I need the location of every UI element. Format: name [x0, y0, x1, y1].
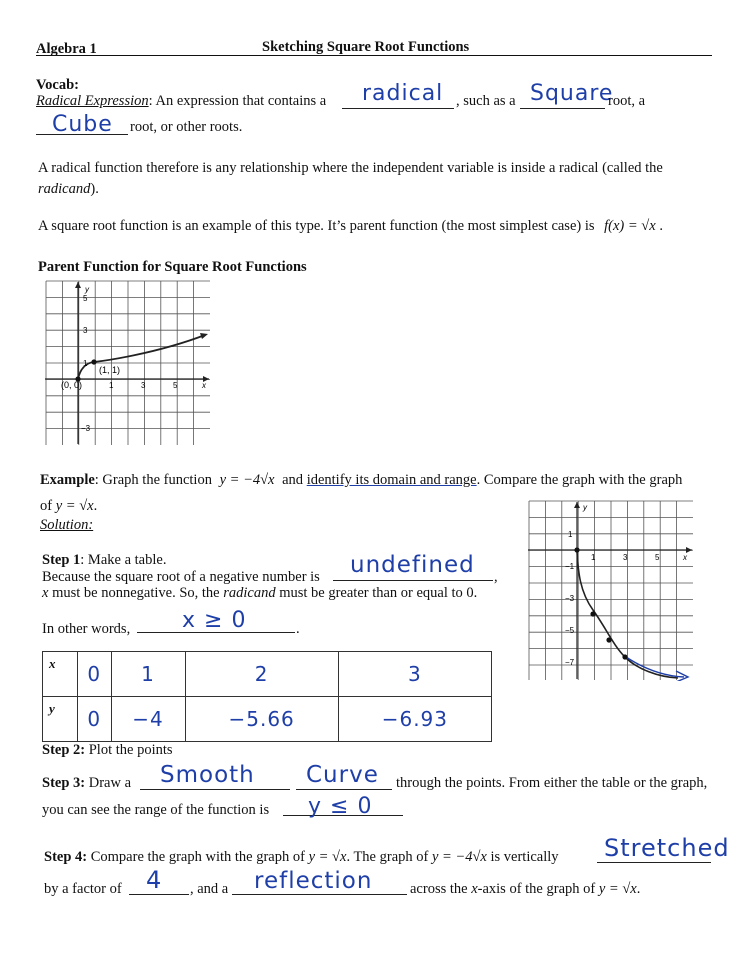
step1-line3-c: must be greater than or equal to 0. — [279, 585, 478, 601]
example-graph — [528, 500, 694, 681]
parent-curve — [78, 335, 205, 379]
step4-formula3: y = √x — [598, 881, 637, 897]
example-y-arrow-icon — [574, 502, 580, 508]
blank-undefined — [333, 580, 493, 581]
step4-label: Step 4: — [44, 849, 88, 865]
para1-line2 — [38, 180, 99, 198]
example-formula: y = −4√x — [219, 472, 275, 488]
answer-reflection: reflection — [254, 868, 373, 894]
example-xtick: 5 — [655, 553, 660, 562]
table-cell: −5.66 — [185, 697, 338, 742]
answer-smooth: Smooth — [160, 762, 255, 788]
answer-range: y ≤ 0 — [308, 794, 373, 819]
parent-x-label: x — [202, 381, 206, 390]
parent-function-graph — [45, 280, 211, 446]
example-ytick: 1 — [568, 530, 573, 539]
example-ytick: −1 — [565, 562, 575, 571]
para1-line1: A radical function therefore is any relationship where the independent variable is inside a radical (called the — [38, 160, 663, 176]
values-table — [42, 651, 492, 742]
parent-point-b-label: (1, 1) — [99, 365, 121, 375]
example-formula2: y = √x — [55, 498, 94, 514]
blank-curve — [296, 789, 392, 790]
example-line2 — [40, 497, 97, 515]
example-label: Example — [40, 472, 95, 488]
header-rule — [36, 55, 712, 56]
parent-xtick: 5 — [173, 381, 178, 390]
example-point — [622, 654, 627, 659]
example-ytick: −5 — [565, 626, 575, 635]
answer-radical: radical — [362, 81, 444, 106]
blank-stretched — [597, 862, 711, 863]
parent-point-one — [91, 359, 96, 364]
step3-text2: through the points. From either the table or the graph, — [396, 775, 708, 791]
step1-line2: Because the square root of a negative number is — [42, 569, 320, 585]
step3-text1: Draw a — [88, 775, 132, 791]
vocab-def-4: root, or other roots. — [130, 119, 243, 135]
example-line1 — [40, 471, 682, 489]
table-cell: −4 — [111, 697, 185, 742]
step4-formula2: y = −4√x — [431, 849, 487, 865]
step1-other-words: In other words, — [42, 621, 131, 637]
example-point — [574, 547, 579, 552]
parent-ytick: 1 — [83, 359, 88, 368]
step4-line2-d: -axis of the graph of — [477, 881, 596, 897]
step4-line2-b: , and a — [190, 881, 229, 897]
step4-line2-end — [410, 880, 640, 898]
step4-text3: is vertically — [490, 849, 559, 865]
step2 — [42, 741, 173, 759]
table-cell: 3 — [338, 652, 491, 697]
page-title: Sketching Square Root Functions — [262, 39, 470, 55]
parent-curve-arrow-icon — [200, 333, 208, 339]
step1-label: Step 1 — [42, 552, 81, 568]
blank-reflection — [232, 894, 407, 895]
blank-square — [520, 108, 605, 109]
vocab-term: Radical Expression — [36, 93, 149, 109]
vocab-def-1: : An expression that contains a — [148, 93, 327, 109]
parent-heading: Parent Function for Square Root Functions — [38, 259, 307, 275]
para2 — [38, 217, 663, 235]
course-name: Algebra 1 — [36, 41, 97, 57]
table-y-label: y — [43, 697, 78, 742]
para1-radicand: radicand — [38, 181, 91, 197]
step2-text: Plot the points — [88, 742, 173, 758]
step4-line2-c: across the — [410, 881, 468, 897]
answer-domain: x ≥ 0 — [182, 608, 247, 633]
example-text3: . Compare the graph with the graph — [476, 472, 683, 488]
parent-ytick: −3 — [81, 424, 91, 433]
example-ytick: −3 — [565, 594, 575, 603]
parent-xtick: 1 — [109, 381, 114, 390]
table-cell: 1 — [111, 652, 185, 697]
step3-start — [42, 774, 131, 792]
step4-line1 — [44, 848, 559, 866]
step4-text2: . The graph of — [346, 849, 429, 865]
solution-label: Solution: — [40, 517, 94, 533]
step1-line3 — [42, 584, 477, 602]
parent-y-label: y — [85, 285, 89, 294]
parent-formula: f(x) = √x — [604, 218, 656, 234]
example-text2: and — [282, 472, 304, 488]
blank-factor — [129, 894, 189, 895]
step4-line2-a: by a factor of — [44, 881, 122, 897]
step1-radicand: radicand — [223, 585, 276, 601]
answer-undefined: undefined — [350, 552, 475, 578]
example-text1: : Graph the function — [94, 472, 212, 488]
step1-comma: , — [494, 569, 498, 585]
answer-stretched: Stretched — [604, 834, 730, 862]
vocab-def-2: , such as a — [456, 93, 516, 109]
step3-label: Step 3: — [42, 775, 86, 791]
step3-line2: you can see the range of the function is — [42, 802, 270, 818]
parent-point-a-label: (0, 0) — [61, 380, 83, 390]
table-cell: 2 — [185, 652, 338, 697]
step1-line1 — [42, 551, 166, 569]
example-y-label: y — [583, 503, 587, 512]
step4-formula1: y = √x — [308, 849, 347, 865]
example-period: . — [93, 498, 98, 514]
step1-period: . — [296, 621, 300, 637]
example-xtick: 3 — [623, 553, 628, 562]
step4-x: x — [471, 881, 478, 897]
answer-factor: 4 — [146, 866, 163, 894]
blank-smooth — [140, 789, 290, 790]
step1-x: x — [42, 585, 49, 601]
step1-line3-b: must be nonnegative. So, the — [52, 585, 220, 601]
step1-text: : Make a table. — [80, 552, 167, 568]
step4-period: . — [636, 881, 641, 897]
parent-ytick: 3 — [83, 326, 88, 335]
answer-curve: Curve — [306, 762, 379, 788]
parent-ytick: 5 — [83, 294, 88, 303]
answer-square: Square — [530, 81, 614, 106]
example-underlined: identify its domain and range — [306, 472, 477, 488]
vocab-heading: Vocab: — [36, 77, 79, 93]
parent-xtick: 3 — [141, 381, 146, 390]
step4-text1: Compare the graph with the graph of — [90, 849, 305, 865]
blank-radical — [342, 108, 454, 109]
example-point — [590, 611, 595, 616]
table-cell: 0 — [78, 697, 112, 742]
table-row-x — [43, 652, 492, 697]
answer-cube: Cube — [52, 112, 113, 137]
parent-y-arrow-icon — [75, 282, 81, 288]
table-cell: 0 — [78, 652, 112, 697]
example-point — [606, 637, 611, 642]
example-of: of — [40, 498, 53, 514]
example-xtick: 1 — [591, 553, 596, 562]
step2-label: Step 2: — [42, 742, 86, 758]
vocab-def-3: root, a — [608, 93, 646, 109]
example-ytick: −7 — [565, 658, 575, 667]
table-x-label: x — [43, 652, 78, 697]
para2-text: A square root function is an example of this type. It’s parent function (the most simplest case) is — [38, 218, 595, 234]
table-row-y — [43, 697, 492, 742]
vocab-line-1 — [36, 92, 326, 110]
table-cell: −6.93 — [338, 697, 491, 742]
para1-end: ). — [90, 181, 99, 197]
example-x-label: x — [683, 553, 687, 562]
para2-end: . — [659, 218, 663, 234]
